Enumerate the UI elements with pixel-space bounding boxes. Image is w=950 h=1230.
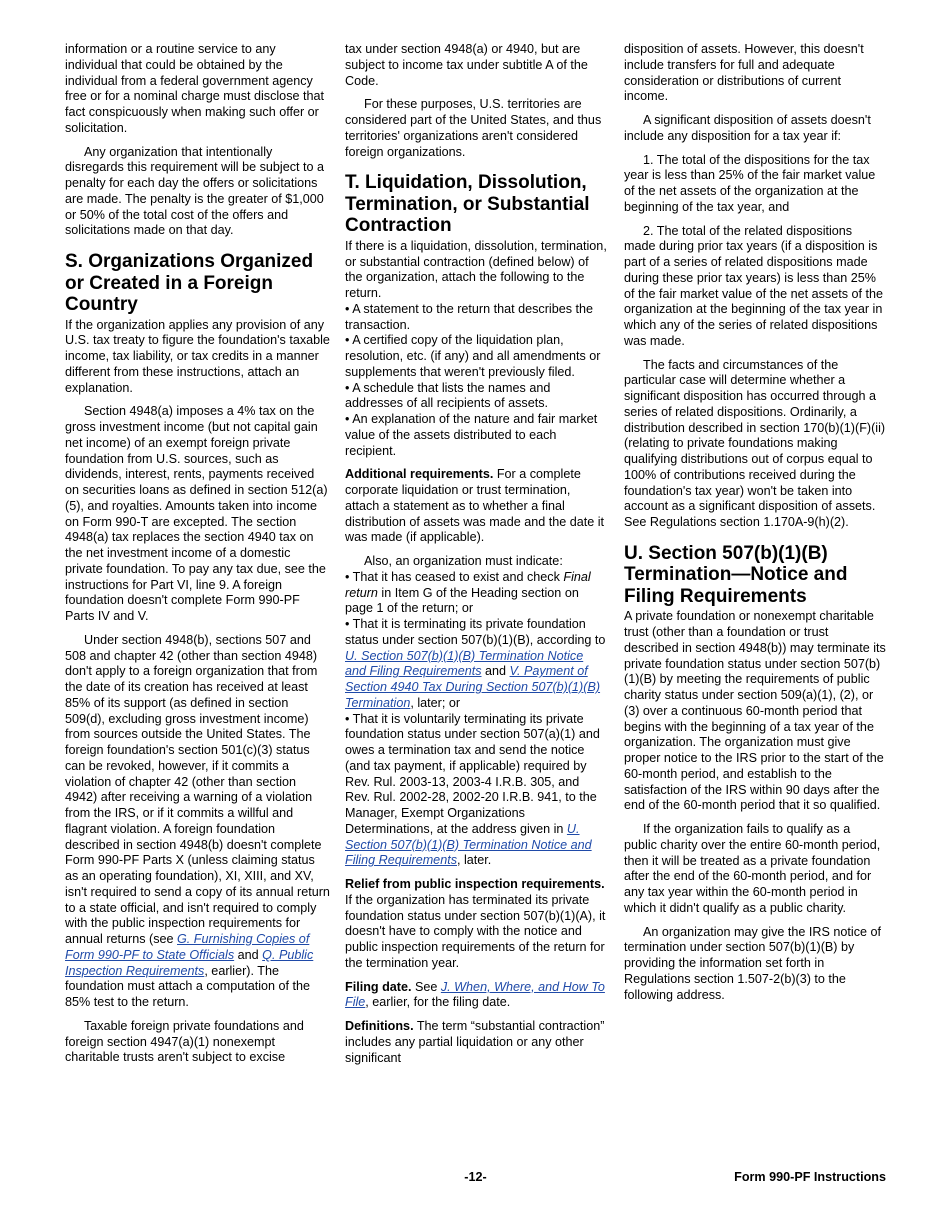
text-run: For a complete corporate liquidation or trust termination, attach a statement as to whether a final distribution of assets was made and the date it was made (if applicable). [345, 467, 605, 545]
link-furnishing-copies[interactable]: G. Furnishing Copies of Form 990-PF to State Officials [65, 932, 310, 962]
paragraph: tax under section 4948(a) or 4940, but are subject to income tax under subtitle A of the Code. [345, 42, 588, 88]
text-run: , earlier, for the filing date. [365, 995, 511, 1010]
run-in-heading: Relief from public inspection requirements. [345, 877, 605, 891]
page-footer [65, 1170, 886, 1186]
paragraph: For these purposes, U.S. territories are considered part of the United States, and thus territories' organizations aren't considered foreign organizations. [345, 97, 602, 159]
paragraph: If the organization fails to qualify as a public charity over the entire 60-month period, then it will be treated as a private foundation after the end of the 60-month period, and for any tax year within the 60-month period in which it didn't qualify as a public charity. [624, 822, 881, 915]
paragraph: If there is a liquidation, dissolution, termination, or substantial contraction (defined below) of the organization, attach the following to the return. [345, 238, 607, 300]
paragraph: Any organization that intentionally disregards this requirement will be subject to a penalty for each day the offers or solicitations are made. The penalty is the greater of $1,000 or 50% of the total cost of the offers and solicitations made on that day. [65, 144, 324, 238]
bullet-item: • A statement to the return that describes the transaction. [345, 301, 594, 332]
text-run: and [234, 947, 263, 962]
run-in-heading: Filing date. [345, 979, 412, 994]
link-when-where-how[interactable]: J. When, Where, and How To File [345, 979, 605, 1010]
text-run: and [481, 664, 510, 679]
text-run: , later; or [410, 695, 461, 710]
run-in-heading: Definitions. [345, 1019, 414, 1033]
bullet-item: • A schedule that lists the names and addresses of all recipients of assets. [345, 380, 551, 411]
paragraph [345, 877, 607, 972]
paragraph: The facts and circumstances of the particular case will determine whether a significant disposition has occurred through a series of related dispositions. Ordinarily, a distribution described in section 170(b)(1)(F)(ii) (relating to private foundations making qualifying distributions out of corpus equal to 100% of contributions received during the foundation's tax year) won't be taken into account as a significant disposition of assets. See Regulations section 1.170A-9(h)(2). [624, 357, 886, 529]
section-heading-s: S. Organizations Organized or Created in a Foreign Country [65, 251, 314, 315]
link-section-u[interactable]: U. Section 507(b)(1)(B) Termination Notice and Filing Requirements [345, 648, 584, 679]
text-run: , earlier). The foundation must attach a computation of the 85% test to the return. [65, 963, 311, 1009]
link-section-u[interactable]: U. Section 507(b)(1)(B) Termination Notice and Filing Requirements [345, 821, 592, 868]
paragraph: If the organization applies any provision of any U.S. tax treaty to figure the foundation's taxable income, tax liability, or tax credits in a manner different from these instructions, attach an explanation. [65, 317, 330, 395]
link-public-inspection[interactable]: Q. Public Inspection Requirements [65, 947, 314, 978]
numbered-item: 2. The total of the related dispositions made during prior tax years (if a disposition is part of a series of related dispositions made during these prior tax years) is less than 25% of the fair market value of the net assets of the organization at the beginning of the tax year in which any of the series of related dispositions was made. [624, 223, 884, 348]
text-run: If the organization has terminated its private foundation status under section 507(b)(1)(A), it doesn't have to comply with the notice and public inspection requirements of the return for the termination year. [345, 892, 606, 970]
link-section-v[interactable]: V. Payment of Section 4940 Tax During Section 507(b)(1)(B) Termination [345, 664, 601, 710]
paragraph [345, 1019, 607, 1066]
text-run: in Item G of the Heading section on page 1 of the return; or [345, 585, 579, 616]
section-heading-t: T. Liquidation, Dissolution, Termination, or Substantial Contraction [345, 172, 590, 237]
column-2 [345, 42, 607, 1074]
paragraph [345, 980, 607, 1012]
form-name: Form 990-PF Instructions [734, 1170, 886, 1184]
text-run: Final return [345, 569, 591, 600]
column-1 [65, 42, 330, 1074]
text-run: See [411, 979, 441, 994]
text-run: The term “substantial contraction” includes any partial liquidation or any other significant [345, 1019, 605, 1065]
text-run: • That it is terminating its private foundation status under section 507(b)(1)(B), according to [345, 617, 606, 647]
bullet-item: • A certified copy of the liquidation plan, resolution, etc. (if any) and all amendments or supplements that weren't previously filed. [345, 333, 601, 379]
page-number: -12- [464, 1170, 487, 1184]
paragraph: Section 4948(a) imposes a 4% tax on the gross investment income (but not capital gain net income) of an exempt foreign private foundation from U.S. sources, such as dividends, interest, rents, payments received on securities loans as defined in section 512(a)(5), and royalties. Amounts taken into income on Form 990-T are excepted. The section 4948(a) tax replaces the section 4940 tax on the net investment income of a domestic private foundation. To pay any tax due, see the instructions for Part VI, line 9. A foreign foundation doesn't complete Form 990-PF Parts IV and V. [65, 404, 328, 623]
text-run: • That it is voluntarily terminating its private foundation status under section 507(a)(1) and owes a termination tax and send the notice (and tax payment, if applicable) required by Rev. Rul. 2003-13, 2003-4 I.R.B. 305, and Rev. Rul. 2002-28, 2002-20 I.R.B. 941, to the Manager, Exempt Organizations Determinations, at the address given in [345, 711, 600, 836]
numbered-item: 1. The total of the dispositions for the tax year is less than 25% of the fair market value of the net assets of the organization at the beginning of the tax year, and [624, 152, 876, 214]
paragraph [65, 633, 330, 1011]
paragraph: Taxable foreign private foundations and foreign section 4947(a)(1) nonexempt charitable trusts aren't subject to excise [65, 1018, 304, 1065]
paragraph: Also, an organization must indicate: [364, 554, 563, 568]
text-run: Under section 4948(b), sections 507 and 508 and chapter 42 (other than section 4948) don't apply to a foreign organization that from the date of its creation has received at least 85% of its support (as defined in section 509(d), excluding gross investment income) from sources outside the United States. The foreign foundation's section 501(c)(3) status can be revoked, however, if it commits a violation of chapter 42 (other than section 4942) after receiving a warning of a violation from the IRS, or if it commits a willful and flagrant violation. A foreign foundation described in section 4948(b) doesn't complete Form 990-PF Parts X (unless claiming status as an operating foundation), XI, XIII, and XV, isn't required to send a copy of its annual return to a state official, and isn't required to comply with the public inspection requirements for annual returns (see [65, 632, 330, 946]
paragraph: A private foundation or nonexempt charitable trust (other than a foundation or trust described in section 4948(b)) may terminate its private foundation status under section 507(b)(1)(B) by meeting the requirements of public charity status under section 509(a)(1), (2), or (3) over a continuous 60-month period that begins with the beginning of a tax year of the organization. The organization must give proper notice to the IRS prior to the start of the 60-month period, and establish to the satisfaction of the IRS within 90 days after the end of the 60-month period that it so qualified. [624, 609, 886, 813]
bullet-item: • An explanation of the nature and fair market value of the assets distributed to each recipient. [345, 412, 598, 458]
bullet-item [345, 617, 607, 712]
paragraph: A significant disposition of assets doesn't include any disposition for a tax year if: [624, 113, 871, 143]
paragraph [345, 467, 607, 546]
bullet-item [345, 712, 607, 870]
run-in-heading: Additional requirements. [345, 467, 494, 482]
section-heading-u: U. Section 507(b)(1)(B) Termination—Notice and Filing Requirements [624, 542, 848, 607]
bullet-item [345, 570, 607, 617]
paragraph: information or a routine service to any individual that could be obtained by the individual from a federal government agency free or for a nominal charge must disclose that fact conspicuously when making such offer or solicitation. [65, 42, 324, 135]
text-run: • That it has ceased to exist and check [345, 569, 564, 584]
column-3 [624, 42, 886, 1011]
paragraph: disposition of assets. However, this doesn't include transfers for full and adequate consideration or distributions of current income. [624, 42, 864, 104]
paragraph: An organization may give the IRS notice of termination under section 507(b)(1)(B) by providing the information set forth in Regulations section 1.507-2(b)(3) to the following address. [624, 924, 882, 1002]
text-run: , later. [457, 853, 492, 868]
